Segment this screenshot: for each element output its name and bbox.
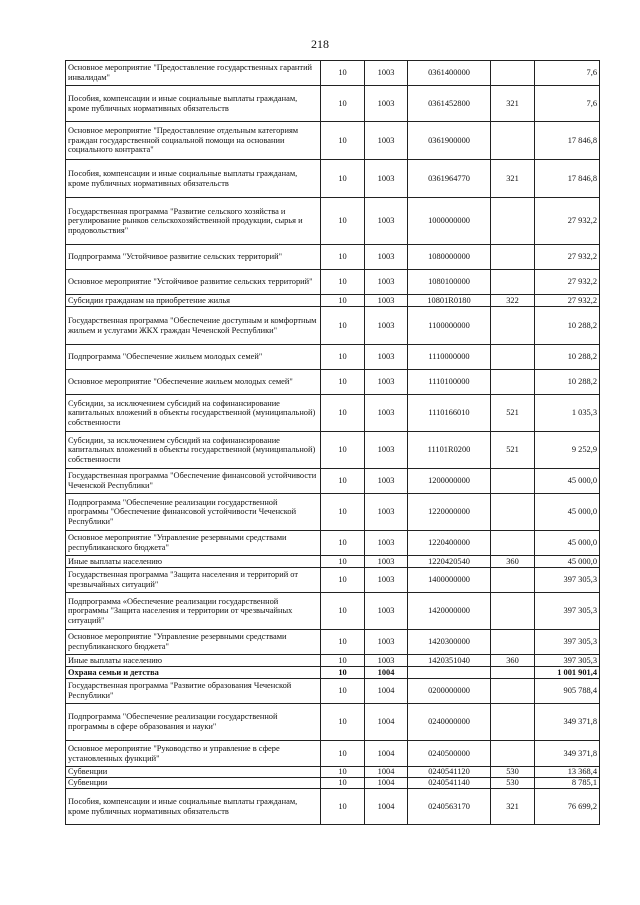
cell-name: Подпрограмма "Обеспечение реализации государственной программы "Обеспечение финансовой устойчивости Чеченской Республики": [66, 494, 321, 531]
cell-name: Основное мероприятие "Предоставление отдельным категориям граждан государственной социальной помощи на основании социального контракта": [66, 122, 321, 160]
cell-subsection: 1004: [365, 741, 408, 767]
cell-section: 10: [321, 704, 365, 741]
cell-target-article: 0240500000: [408, 741, 491, 767]
cell-expense-type: [491, 345, 535, 370]
cell-name: Пособия, компенсации и иные социальные выплаты гражданам, кроме публичных нормативных обязательств: [66, 86, 321, 122]
cell-name: Основное мероприятие "Устойчивое развитие сельских территорий": [66, 270, 321, 295]
cell-subsection: 1003: [365, 160, 408, 198]
cell-expense-type: 322: [491, 295, 535, 307]
cell-expense-type: 360: [491, 556, 535, 568]
cell-name: Основное мероприятие "Обеспечение жильем молодых семей": [66, 370, 321, 395]
cell-expense-type: 521: [491, 395, 535, 432]
cell-name: Субсидии гражданам на приобретение жилья: [66, 295, 321, 307]
table-row: [66, 86, 600, 122]
cell-name: Субсидии, за исключением субсидий на софинансирование капитальных вложений в объекты государственной (муниципальной) собственности: [66, 432, 321, 469]
cell-name: Охрана семьи и детства: [66, 667, 321, 679]
cell-target-article: 1220000000: [408, 494, 491, 531]
table-row: [66, 122, 600, 160]
cell-expense-type: [491, 469, 535, 494]
cell-target-article: 0361964770: [408, 160, 491, 198]
cell-expense-type: [491, 122, 535, 160]
table-row: [66, 270, 600, 295]
cell-subsection: 1004: [365, 667, 408, 679]
cell-target-article: 1100000000: [408, 307, 491, 345]
cell-expense-type: 530: [491, 767, 535, 778]
table-row: [66, 245, 600, 270]
table-row: [66, 704, 600, 741]
page-number: 218: [311, 37, 329, 51]
cell-name: Подпрограмма "Обеспечение реализации государственной программы в сфере образования и науки": [66, 704, 321, 741]
table-row: [66, 198, 600, 245]
cell-section: 10: [321, 789, 365, 825]
cell-name: Государственная программа "Обеспечение доступным и комфортным жильем и услугами ЖКХ граждан Чеченской Республики": [66, 307, 321, 345]
cell-target-article: 1420300000: [408, 630, 491, 655]
cell-target-article: 1110166010: [408, 395, 491, 432]
cell-subsection: 1003: [365, 469, 408, 494]
cell-section: 10: [321, 593, 365, 630]
cell-subsection: 1003: [365, 630, 408, 655]
cell-amount: 13 368,4: [535, 767, 600, 778]
budget-table-body: [66, 61, 600, 825]
cell-target-article: 1110100000: [408, 370, 491, 395]
cell-section: 10: [321, 778, 365, 789]
cell-section: 10: [321, 432, 365, 469]
table-row: [66, 307, 600, 345]
cell-target-article: [408, 667, 491, 679]
cell-name: Основное мероприятие "Руководство и управление в сфере установленных функций": [66, 741, 321, 767]
cell-subsection: 1004: [365, 767, 408, 778]
cell-target-article: 11101R0200: [408, 432, 491, 469]
cell-expense-type: [491, 531, 535, 556]
cell-target-article: 1220400000: [408, 531, 491, 556]
cell-amount: 349 371,8: [535, 741, 600, 767]
cell-target-article: 0240541140: [408, 778, 491, 789]
cell-amount: 17 846,8: [535, 122, 600, 160]
cell-expense-type: [491, 667, 535, 679]
cell-expense-type: [491, 61, 535, 86]
cell-target-article: 0361452800: [408, 86, 491, 122]
table-row: [66, 370, 600, 395]
cell-expense-type: [491, 593, 535, 630]
cell-expense-type: [491, 370, 535, 395]
cell-amount: 349 371,8: [535, 704, 600, 741]
cell-amount: 10 288,2: [535, 307, 600, 345]
table-row: [66, 469, 600, 494]
table-row: [66, 789, 600, 825]
cell-expense-type: [491, 198, 535, 245]
cell-amount: 45 000,0: [535, 494, 600, 531]
table-row: [66, 295, 600, 307]
cell-amount: 397 305,3: [535, 568, 600, 593]
cell-target-article: 1000000000: [408, 198, 491, 245]
cell-subsection: 1004: [365, 704, 408, 741]
cell-expense-type: 360: [491, 655, 535, 667]
cell-target-article: 0240563170: [408, 789, 491, 825]
cell-amount: 397 305,3: [535, 655, 600, 667]
cell-section: 10: [321, 122, 365, 160]
cell-subsection: 1003: [365, 494, 408, 531]
cell-amount: 397 305,3: [535, 630, 600, 655]
cell-name: Подпрограмма "Обеспечение жильем молодых семей": [66, 345, 321, 370]
cell-name: Субсидии, за исключением субсидий на софинансирование капитальных вложений в объекты государственной (муниципальной) собственности: [66, 395, 321, 432]
cell-expense-type: 321: [491, 789, 535, 825]
cell-amount: 27 932,2: [535, 295, 600, 307]
cell-subsection: 1003: [365, 370, 408, 395]
table-row: [66, 556, 600, 568]
cell-target-article: 1080000000: [408, 245, 491, 270]
table-row: [66, 593, 600, 630]
cell-subsection: 1003: [365, 295, 408, 307]
cell-name: Субвенции: [66, 767, 321, 778]
cell-amount: 1 001 901,4: [535, 667, 600, 679]
cell-section: 10: [321, 655, 365, 667]
cell-amount: 27 932,2: [535, 245, 600, 270]
cell-amount: 905 788,4: [535, 679, 600, 704]
table-row: [66, 630, 600, 655]
cell-name: Основное мероприятие "Управление резервными средствами республиканского бюджета": [66, 531, 321, 556]
table-row: [66, 61, 600, 86]
cell-amount: 9 252,9: [535, 432, 600, 469]
cell-section: 10: [321, 568, 365, 593]
table-row: [66, 778, 600, 789]
cell-name: Государственная программа "Обеспечение финансовой устойчивости Чеченской Республики": [66, 469, 321, 494]
cell-expense-type: [491, 630, 535, 655]
cell-name: Государственная программа "Развитие образования Чеченской Республики": [66, 679, 321, 704]
cell-expense-type: 521: [491, 432, 535, 469]
cell-expense-type: 530: [491, 778, 535, 789]
cell-amount: 7,6: [535, 61, 600, 86]
cell-section: 10: [321, 61, 365, 86]
cell-target-article: 0240541120: [408, 767, 491, 778]
cell-amount: 397 305,3: [535, 593, 600, 630]
cell-section: 10: [321, 270, 365, 295]
table-row: [66, 432, 600, 469]
cell-subsection: 1003: [365, 61, 408, 86]
cell-amount: 27 932,2: [535, 198, 600, 245]
cell-name: Основное мероприятие "Предоставление государственных гарантий инвалидам": [66, 61, 321, 86]
cell-name: Пособия, компенсации и иные социальные выплаты гражданам, кроме публичных нормативных обязательств: [66, 789, 321, 825]
cell-expense-type: 321: [491, 160, 535, 198]
cell-expense-type: [491, 741, 535, 767]
cell-subsection: 1003: [365, 122, 408, 160]
table-row: [66, 531, 600, 556]
cell-target-article: 1400000000: [408, 568, 491, 593]
cell-expense-type: [491, 245, 535, 270]
budget-table: [65, 60, 600, 825]
cell-subsection: 1003: [365, 432, 408, 469]
cell-name: Субвенции: [66, 778, 321, 789]
cell-name: Основное мероприятие "Управление резервными средствами республиканского бюджета": [66, 630, 321, 655]
cell-subsection: 1003: [365, 86, 408, 122]
cell-section: 10: [321, 307, 365, 345]
cell-expense-type: [491, 568, 535, 593]
cell-target-article: 0240000000: [408, 704, 491, 741]
cell-section: 10: [321, 345, 365, 370]
table-row: [66, 345, 600, 370]
cell-section: 10: [321, 370, 365, 395]
cell-subsection: 1003: [365, 245, 408, 270]
cell-amount: 45 000,0: [535, 556, 600, 568]
cell-expense-type: [491, 307, 535, 345]
cell-name: Подпрограмма «Обеспечение реализации государственной программы "Защита населения и территории от чрезвычайных ситуаций": [66, 593, 321, 630]
cell-subsection: 1003: [365, 270, 408, 295]
cell-amount: 45 000,0: [535, 531, 600, 556]
cell-subsection: 1003: [365, 531, 408, 556]
table-row: [66, 741, 600, 767]
cell-target-article: 1420000000: [408, 593, 491, 630]
cell-amount: 10 288,2: [535, 345, 600, 370]
cell-name: Пособия, компенсации и иные социальные выплаты гражданам, кроме публичных нормативных обязательств: [66, 160, 321, 198]
cell-name: Государственная программа "Защита населения и территорий от чрезвычайных ситуаций": [66, 568, 321, 593]
cell-amount: 7,6: [535, 86, 600, 122]
table-row: [66, 667, 600, 679]
cell-section: 10: [321, 245, 365, 270]
cell-section: 10: [321, 741, 365, 767]
cell-subsection: 1003: [365, 556, 408, 568]
table-row: [66, 568, 600, 593]
cell-amount: 27 932,2: [535, 270, 600, 295]
cell-target-article: 1200000000: [408, 469, 491, 494]
table-row: [66, 679, 600, 704]
cell-section: 10: [321, 198, 365, 245]
table-row: [66, 767, 600, 778]
cell-name: Государственная программа "Развитие сельского хозяйства и регулирование рынков сельскохозяйственной продукции, сырья и продовольствия": [66, 198, 321, 245]
cell-target-article: 0200000000: [408, 679, 491, 704]
cell-subsection: 1004: [365, 679, 408, 704]
cell-target-article: 0361900000: [408, 122, 491, 160]
cell-name: Подпрограмма "Устойчивое развитие сельских территорий": [66, 245, 321, 270]
cell-target-article: 0361400000: [408, 61, 491, 86]
cell-section: 10: [321, 494, 365, 531]
cell-section: 10: [321, 679, 365, 704]
cell-expense-type: 321: [491, 86, 535, 122]
cell-section: 10: [321, 86, 365, 122]
cell-target-article: 1110000000: [408, 345, 491, 370]
cell-target-article: 1420351040: [408, 655, 491, 667]
cell-section: 10: [321, 556, 365, 568]
cell-subsection: 1003: [365, 568, 408, 593]
cell-subsection: 1003: [365, 593, 408, 630]
cell-expense-type: [491, 494, 535, 531]
table-row: [66, 655, 600, 667]
table-row: [66, 160, 600, 198]
table-row: [66, 494, 600, 531]
cell-section: 10: [321, 667, 365, 679]
cell-amount: 10 288,2: [535, 370, 600, 395]
cell-subsection: 1003: [365, 198, 408, 245]
cell-amount: 8 785,1: [535, 778, 600, 789]
cell-section: 10: [321, 531, 365, 556]
cell-amount: 45 000,0: [535, 469, 600, 494]
cell-section: 10: [321, 630, 365, 655]
cell-section: 10: [321, 295, 365, 307]
cell-expense-type: [491, 270, 535, 295]
cell-section: 10: [321, 395, 365, 432]
cell-target-article: 1220420540: [408, 556, 491, 568]
cell-subsection: 1003: [365, 395, 408, 432]
cell-target-article: 1080100000: [408, 270, 491, 295]
table-row: [66, 395, 600, 432]
cell-section: 10: [321, 160, 365, 198]
cell-section: 10: [321, 469, 365, 494]
cell-section: 10: [321, 767, 365, 778]
cell-subsection: 1004: [365, 789, 408, 825]
cell-expense-type: [491, 704, 535, 741]
cell-subsection: 1004: [365, 778, 408, 789]
cell-subsection: 1003: [365, 655, 408, 667]
cell-name: Иные выплаты населению: [66, 556, 321, 568]
cell-subsection: 1003: [365, 345, 408, 370]
cell-amount: 1 035,3: [535, 395, 600, 432]
cell-target-article: 10801R0180: [408, 295, 491, 307]
cell-name: Иные выплаты населению: [66, 655, 321, 667]
cell-subsection: 1003: [365, 307, 408, 345]
cell-amount: 76 699,2: [535, 789, 600, 825]
cell-amount: 17 846,8: [535, 160, 600, 198]
cell-expense-type: [491, 679, 535, 704]
